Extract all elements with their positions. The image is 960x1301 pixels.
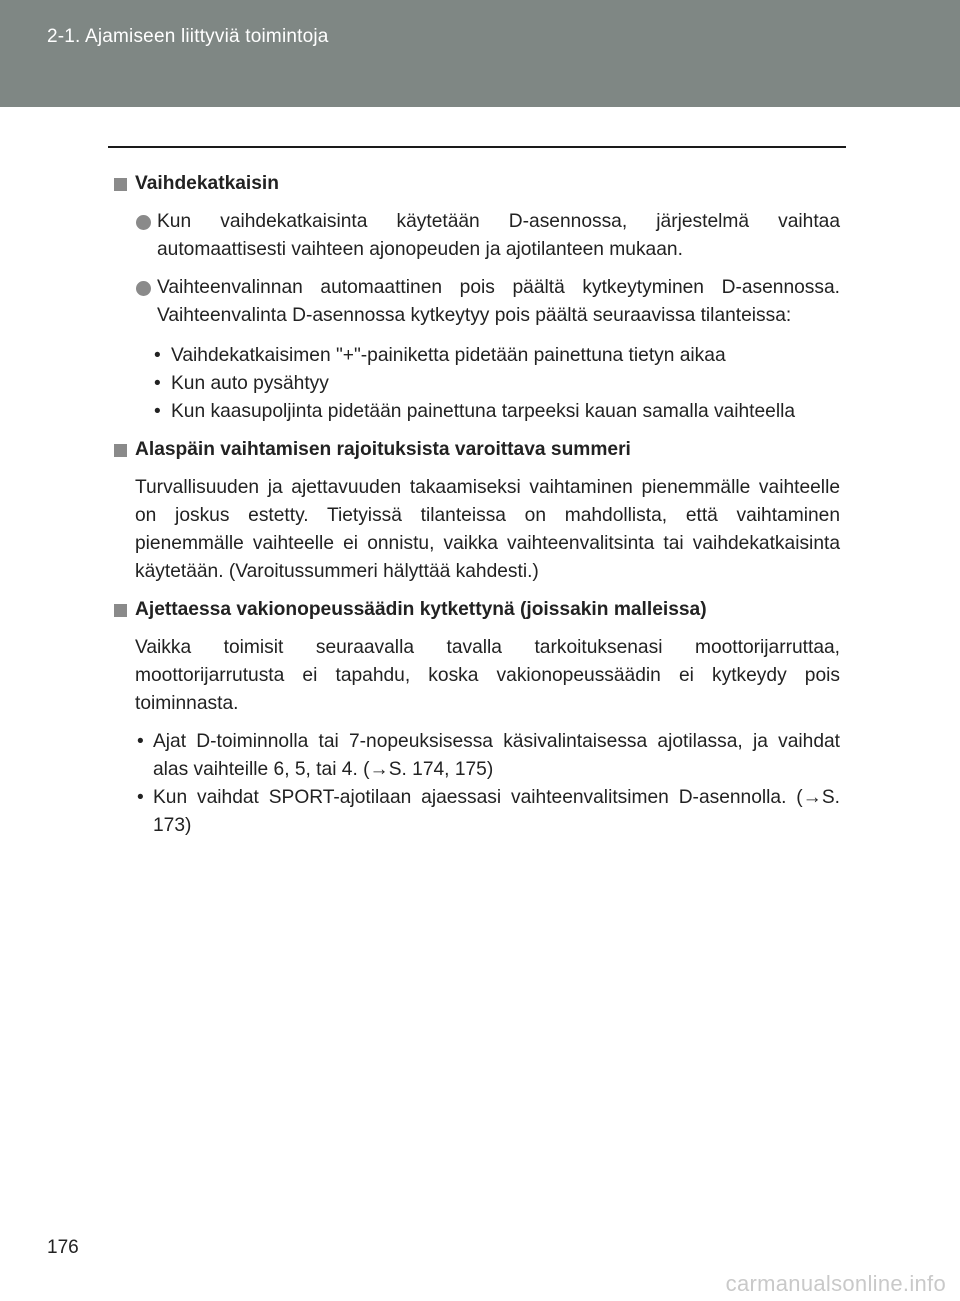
section-heading-vaihdekatkaisin — [113, 170, 840, 198]
section-heading-summeri — [113, 436, 840, 464]
list-item-text: Ajat D-toiminnolla tai 7-nopeuksisessa käsivalintaisessa ajotilassa, ja vaihdat alas vaihteille 6, 5, tai 4. (→S. 174, 175) — [153, 731, 840, 780]
bullet-dot-icon: • — [154, 401, 161, 422]
section-title: 2-1. Ajamiseen liittyviä toimintoja — [47, 26, 329, 47]
list-item-text: Vaihdekatkaisimen "+"-painiketta pidetään painettuna tietyn aikaa — [171, 345, 726, 366]
circle-item-text: Kun vaihdekatkaisinta käytetään D-asennossa, järjestelmä vaihtaa automaattisesti vaihteen ajonopeuden ja ajotilanteen mukaan. — [157, 211, 840, 260]
circle-item — [113, 208, 840, 264]
watermark-text: carmanualsonline.info — [725, 1271, 946, 1296]
page-number: 176 — [47, 1237, 79, 1258]
list-item — [113, 728, 840, 784]
square-bullet-icon — [114, 444, 127, 457]
section-heading-vakionopeussaadin — [113, 596, 840, 624]
square-bullet-icon — [114, 604, 127, 617]
list-item — [113, 398, 840, 426]
circle-item — [113, 274, 840, 330]
heading-text: Alaspäin vaihtamisen rajoituksista varoittava summeri — [135, 439, 631, 460]
circle-bullet-icon — [136, 281, 151, 296]
page-content — [113, 170, 840, 850]
list-item — [113, 342, 840, 370]
list-item-text: Kun vaihdat SPORT-ajotilaan ajaessasi vaihteenvalitsimen D-asennolla. (→S. 173) — [153, 787, 840, 836]
bullet-dot-icon: • — [137, 787, 144, 808]
bullet-list — [113, 728, 840, 840]
heading-text: Vaihdekatkaisin — [135, 173, 279, 194]
list-item — [113, 370, 840, 398]
paragraph: Turvallisuuden ja ajettavuuden takaamiseksi vaihtaminen pienemmälle vaihteelle on joskus estetty. Tietyissä tilanteissa on mahdollista, että vaihtaminen pienemmälle vaihteelle ei onnistu, vaikka vaihteenvalitsinta tai vaihdekatkaisinta käytetään. (Varoitussummeri hälyttää kahdesti.) — [135, 477, 840, 582]
bullet-dot-icon: • — [154, 345, 161, 366]
circle-item-text: Vaihteenvalinnan automaattinen pois päältä kytkeytyminen D-asennossa. Vaihteenvalinta D-asennossa kytkeytyy pois päältä seuraavissa tilanteissa: — [157, 277, 840, 326]
list-item-text: Kun kaasupoljinta pidetään painettuna tarpeeksi kauan samalla vaihteella — [171, 401, 796, 422]
bullet-dot-icon: • — [137, 731, 144, 752]
bullet-list — [113, 342, 840, 426]
list-item-text: Kun auto pysähtyy — [171, 373, 329, 394]
square-bullet-icon — [114, 178, 127, 191]
list-item — [113, 784, 840, 840]
horizontal-rule — [108, 146, 846, 148]
paragraph: Vaikka toimisit seuraavalla tavalla tarkoituksenasi moottorijarruttaa, moottorijarrutusta ei tapahdu, koska vakionopeussäädin ei kytkeydy pois toiminnasta. — [135, 637, 840, 714]
circle-bullet-icon — [136, 215, 151, 230]
bullet-dot-icon: • — [154, 373, 161, 394]
heading-text: Ajettaessa vakionopeussäädin kytkettynä (joissakin malleissa) — [135, 599, 707, 620]
header-bar — [0, 0, 960, 107]
